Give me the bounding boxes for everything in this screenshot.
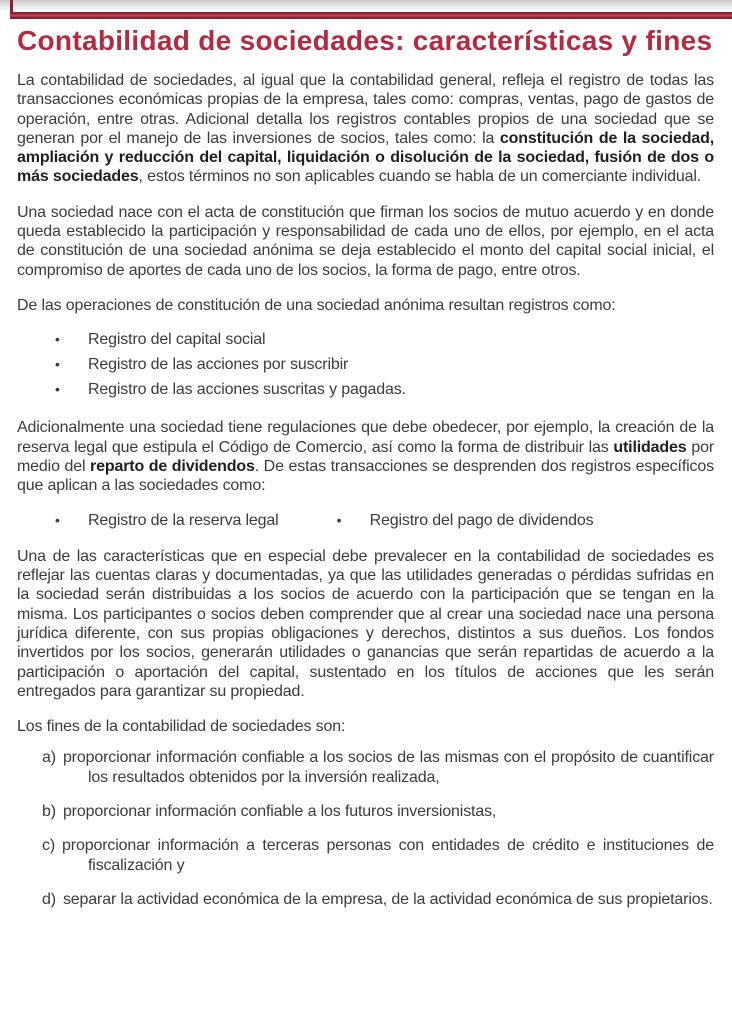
list-item-letter: b) [42, 803, 56, 821]
page-content [0, 19, 732, 1024]
paragraph-text: La contabilidad de sociedades, al igual que la contabilidad general, refleja el registro de todas las transacciones económicas propias de la empresa, tales como: compras, ventas, pago de gastos de operación, entre otras. Adicional detalla los registros contables propios de una sociedad que se generan por el manejo de las inversiones de socios, tales como: la [17, 72, 714, 147]
bold-term-utilidades: utilidades [613, 438, 687, 456]
list-item [17, 836, 714, 875]
list-item-label: Registro de las acciones por suscribir [88, 356, 349, 374]
paragraph-regulaciones [17, 418, 714, 495]
bullet-icon: • [336, 512, 342, 529]
paragraph-text: , estos términos no son aplicables cuando se habla de un comerciante individual. [138, 168, 702, 186]
list-item-label: proporcionar información a terceras personas con entidades de crédito e instituciones de fiscalización y [62, 837, 714, 874]
list-item-label: proporcionar información confiable a los futuros inversionistas, [62, 803, 497, 821]
list-item-label: Registro del capital social [88, 331, 266, 349]
bullet-icon: • [55, 331, 60, 348]
paragraph-text: Adicionalmente una sociedad tiene regulaciones que debe obedecer, por ejemplo, la creación de la reserva legal que estipula el Código de Comercio, así como la forma de distribuir las [17, 419, 714, 456]
list-item-label: Registro del pago de dividendos [369, 512, 594, 530]
bold-term-constitucion: constitución de la sociedad, ampliación y reducción del capital, liquidación o disolución de la sociedad, fusión de dos o más sociedades [17, 129, 714, 186]
paragraph-acta-constitucion: Una sociedad nace con el acta de constitución que firman los socios de mutuo acuerdo y en donde queda establecido la participación y responsabilidad de cada uno de ellos, por ejemplo, en el acta de constitución de una sociedad anónima se deja establecido el monto del capital social inicial, el compromiso de aportes de cada uno de los socios, la forma de pago, entre otros. [17, 203, 714, 279]
list-dos-registros [17, 511, 714, 530]
list-registros-constitucion [17, 327, 714, 402]
paragraph-operaciones-lead: De las operaciones de constitución de una sociedad anónima resultan registros como: [17, 296, 616, 314]
page-title: Contabilidad de sociedades: características y fines [17, 25, 713, 56]
bullet-icon: • [55, 512, 60, 529]
bullet-icon: • [55, 381, 60, 398]
list-item [17, 890, 714, 909]
list-item [17, 748, 714, 787]
list-item-label: separar la actividad económica de la empresa, de la actividad económica de sus propietarios. [62, 890, 713, 908]
list-fines [17, 748, 714, 909]
bullet-icon: • [55, 356, 60, 373]
list-item-letter: c) [42, 837, 56, 855]
list-item-label: Registro de las acciones suscritas y pagadas. [88, 381, 406, 399]
top-divider-rule [10, 12, 732, 19]
paragraph-text: por medio del [17, 438, 714, 475]
list-item [17, 802, 714, 821]
list-item [55, 511, 279, 530]
list-item-letter: d) [42, 890, 56, 908]
list-item-label: proporcionar información confiable a los socios de las mismas con el propósito de cuantificar los resultados obtenidos por la inversión realizada, [62, 749, 714, 786]
list-item [17, 327, 714, 352]
paragraph-fines-lead: Los fines de la contabilidad de sociedades son: [17, 718, 346, 736]
scan-top-shadow [0, 0, 732, 12]
list-item [17, 377, 714, 402]
list-item-letter: a) [42, 749, 56, 767]
paragraph-caracteristicas: Una de las características que en especial debe prevalecer en la contabilidad de sociedades es reflejar las cuentas claras y documentadas, ya que las utilidades generadas o pérdidas sufridas en la sociedad serán distribuidas a los socios de acuerdo con la participación que se tengan en la misma. Los participantes o socios deben comprender que al crear una sociedad nace una persona jurídica diferente, con sus propias obligaciones y derechos, distintos a sus dueños. Los fondos invertidos por los socios, generarán utilidades o ganancias que serán repartidas de acuerdo a la participación o aportación del capital, sustentado en los títulos de acciones que les serán entregados para garantizar su propiedad. [17, 547, 714, 700]
list-item-label: Registro de la reserva legal [88, 512, 279, 530]
list-item [17, 352, 714, 377]
bold-term-reparto-dividendos: reparto de dividendos [90, 457, 255, 475]
paragraph-intro [17, 71, 714, 187]
paragraph-text: . De estas transacciones se desprenden dos registros específicos que aplican a las sociedades como: [17, 457, 714, 495]
list-item [337, 511, 594, 530]
